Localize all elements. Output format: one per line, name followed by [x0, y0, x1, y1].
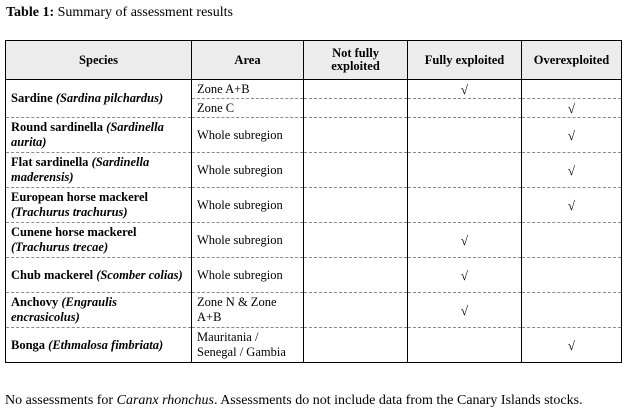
not-fully-cell	[304, 258, 408, 293]
not-fully-cell	[304, 188, 408, 223]
species-cell	[6, 328, 192, 363]
fully-cell	[408, 328, 522, 363]
assessment-table	[5, 40, 622, 363]
check-mark: √	[460, 232, 469, 248]
fully-cell	[408, 80, 522, 99]
species-name: Cunene horse mackerel	[11, 225, 137, 239]
table-footnote	[5, 393, 583, 409]
species-latin: (Sardinella aurita)	[11, 120, 164, 149]
species-cell	[6, 293, 192, 328]
species-name: Bonga	[11, 337, 49, 352]
species-latin: (Sardina pilchardus)	[55, 91, 164, 105]
species-latin: (Trachurus trecae)	[11, 240, 109, 254]
header-overexploited: Overexploited	[522, 41, 622, 80]
not-fully-cell	[304, 99, 408, 118]
not-fully-cell	[304, 223, 408, 258]
table-row-flat-sardinella	[6, 153, 622, 188]
over-cell	[522, 188, 622, 223]
over-cell	[522, 293, 622, 328]
check-mark: √	[460, 302, 469, 318]
area-cell: Mauritania / Senegal / Gambia	[192, 328, 304, 363]
species-name: Chub mackerel	[11, 267, 97, 282]
not-fully-cell	[304, 80, 408, 99]
header-species: Species	[6, 41, 192, 80]
species-name: Round sardinella	[11, 120, 107, 134]
footnote-pre: No assessments for	[5, 393, 117, 408]
header-not-fully-exploited: Not fully exploited	[304, 41, 408, 80]
not-fully-cell	[304, 118, 408, 153]
species-cell	[6, 188, 192, 223]
species-name: Sardine	[11, 91, 56, 105]
species-cell	[6, 153, 192, 188]
area-cell: Whole subregion	[192, 118, 304, 153]
table-row-round-sardinella	[6, 118, 622, 153]
over-cell	[522, 99, 622, 118]
fully-cell	[408, 223, 522, 258]
footnote-latin: Caranx rhonchus	[116, 393, 214, 408]
fully-cell	[408, 118, 522, 153]
species-name: Flat sardinella	[11, 155, 92, 169]
species-latin: (Ethmalosa fimbriata)	[48, 337, 164, 352]
check-mark: √	[460, 81, 469, 97]
check-mark: √	[460, 267, 469, 283]
over-cell	[522, 118, 622, 153]
not-fully-cell	[304, 328, 408, 363]
species-cell	[6, 80, 192, 118]
table-row-cunene-horse-mackerel	[6, 223, 622, 258]
area-cell: Whole subregion	[192, 153, 304, 188]
species-cell	[6, 223, 192, 258]
species-latin: (Engraulis encrasicolus)	[11, 295, 117, 324]
species-name: Anchovy	[11, 295, 62, 309]
species-latin: (Trachurus trachurus)	[11, 205, 128, 219]
over-cell	[522, 153, 622, 188]
species-latin: (Scomber colias)	[96, 267, 183, 282]
not-fully-cell	[304, 293, 408, 328]
fully-cell	[408, 188, 522, 223]
table-caption	[6, 5, 233, 21]
area-cell: Whole subregion	[192, 223, 304, 258]
table-row-anchovy	[6, 293, 622, 328]
table-caption-label: Table 1:	[6, 5, 55, 20]
over-cell	[522, 80, 622, 99]
table-row-bonga	[6, 328, 622, 363]
check-mark: √	[567, 197, 576, 213]
header-row	[6, 41, 622, 80]
table-row-sardine-zone-ab	[6, 80, 622, 99]
fully-cell	[408, 258, 522, 293]
over-cell	[522, 258, 622, 293]
check-mark: √	[567, 162, 576, 178]
area-cell: Whole subregion	[192, 188, 304, 223]
species-name: European horse mackerel	[11, 190, 149, 204]
table-row-chub-mackerel	[6, 258, 622, 293]
header-fully-exploited: Fully exploited	[408, 41, 522, 80]
check-mark: √	[567, 100, 576, 116]
area-cell: Zone A+B	[192, 80, 304, 99]
check-mark: √	[567, 127, 576, 143]
species-cell	[6, 258, 192, 293]
header-area: Area	[192, 41, 304, 80]
area-cell: Zone C	[192, 99, 304, 118]
table-caption-text: Summary of assessment results	[54, 5, 233, 20]
over-cell	[522, 328, 622, 363]
species-latin: (Sardinella maderensis)	[11, 155, 150, 184]
check-mark: √	[567, 337, 576, 353]
not-fully-cell	[304, 153, 408, 188]
area-cell: Zone N & Zone A+B	[192, 293, 304, 328]
area-cell: Whole subregion	[192, 258, 304, 293]
fully-cell	[408, 293, 522, 328]
species-cell	[6, 118, 192, 153]
fully-cell	[408, 99, 522, 118]
over-cell	[522, 223, 622, 258]
fully-cell	[408, 153, 522, 188]
footnote-post: . Assessments do not include data from the Canary Islands stocks.	[213, 393, 583, 408]
table-row-european-horse-mackerel	[6, 188, 622, 223]
